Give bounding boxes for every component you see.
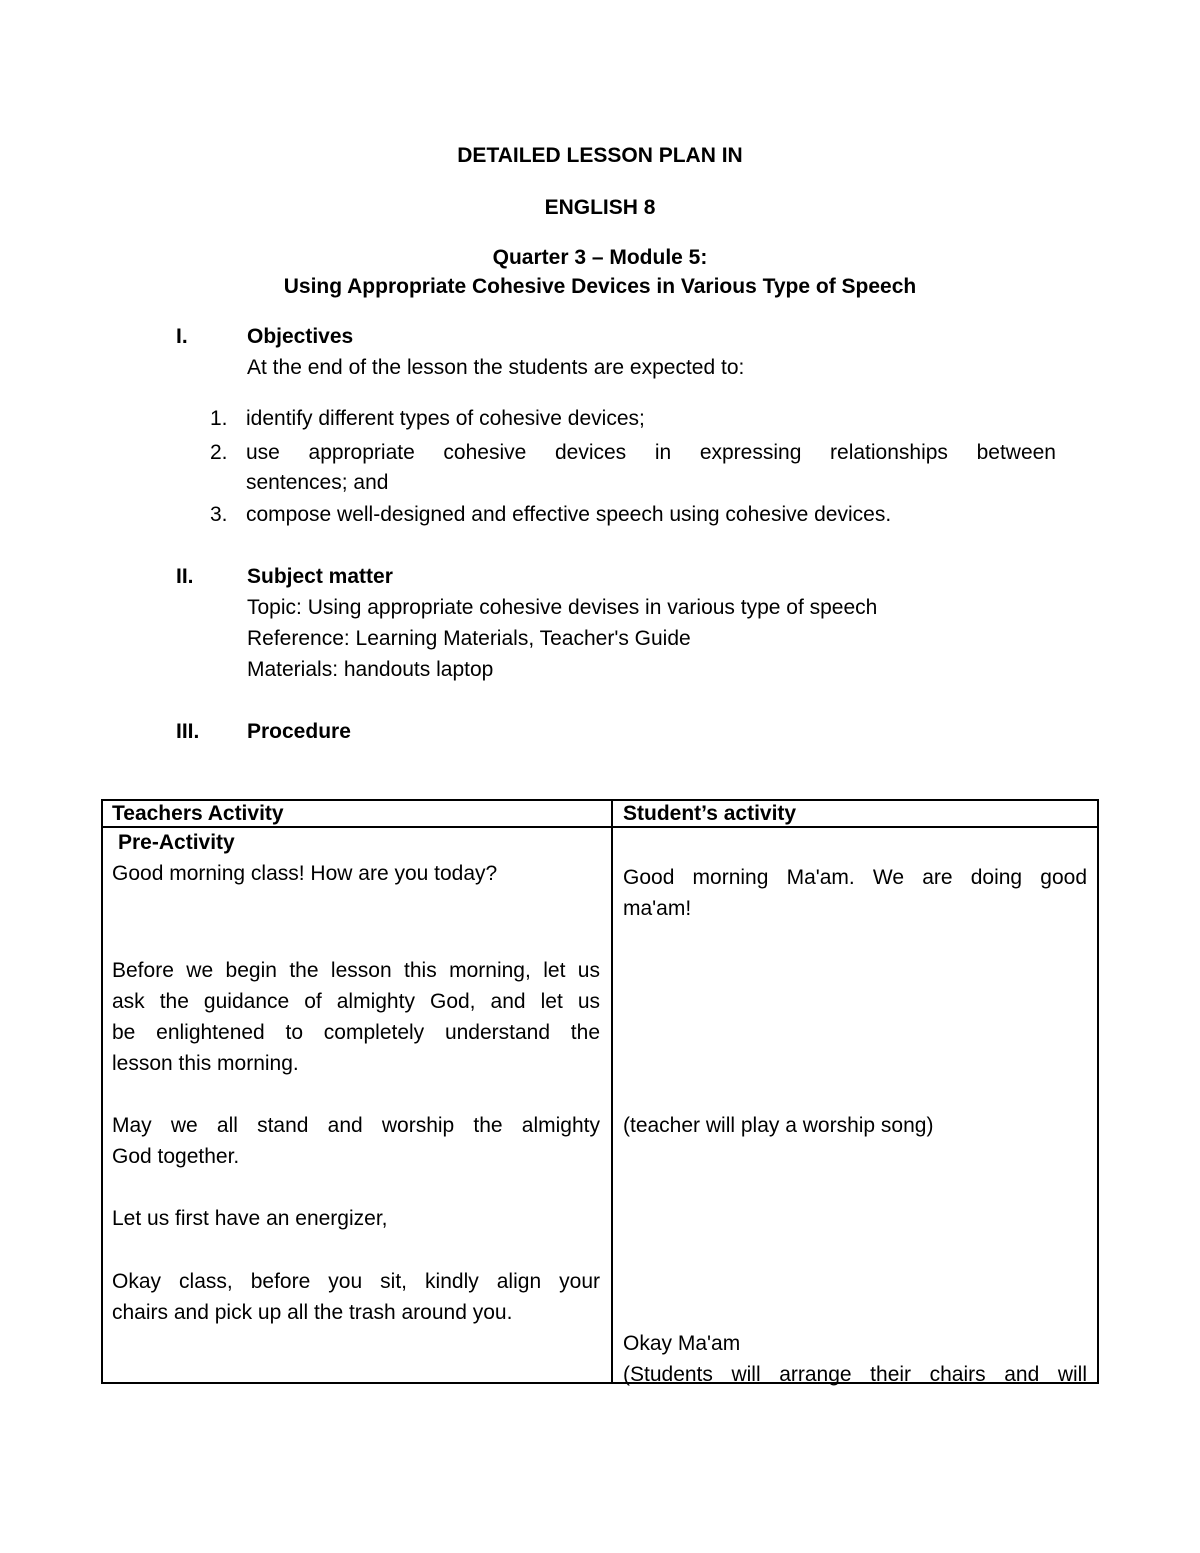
section-title-subject-matter: Subject matter [247, 565, 393, 588]
table-column-divider [611, 799, 613, 1384]
student-greeting-line: ma'am! [623, 897, 692, 920]
objective-item: use appropriate cohesive devices in expressing relationships between [246, 441, 1056, 464]
objective-number: 2. [210, 441, 228, 464]
objective-number: 1. [210, 407, 228, 430]
lesson-topic-title: Using Appropriate Cohesive Devices in Various Type of Speech [283, 275, 917, 298]
student-worship-song: (teacher will play a worship song) [623, 1114, 934, 1137]
objective-item: compose well-designed and effective speech using cohesive devices. [246, 503, 892, 526]
teacher-prayer-line: Before we begin the lesson this morning, let us [112, 959, 600, 982]
teacher-prayer-line: ask the guidance of almighty God, and let us [112, 990, 600, 1013]
student-okay: Okay Ma'am [623, 1332, 741, 1355]
document-title: DETAILED LESSON PLAN IN [457, 144, 743, 167]
objective-number: 3. [210, 503, 228, 526]
section-title-procedure: Procedure [247, 720, 351, 743]
table-header-student: Student’s activity [623, 802, 797, 825]
objectives-intro: At the end of the lesson the students are expected to: [247, 356, 745, 379]
section-numeral-objectives: I. [176, 325, 188, 348]
teacher-energizer: Let us first have an energizer, [112, 1207, 388, 1230]
subject-topic: Topic: Using appropriate cohesive devises in various type of speech [247, 596, 878, 619]
teacher-greeting: Good morning class! How are you today? [112, 862, 498, 885]
pre-activity-label: Pre-Activity [118, 831, 235, 854]
student-arrange: (Students will arrange their chairs and will [623, 1363, 1087, 1386]
objective-item: identify different types of cohesive devices; [246, 407, 645, 430]
table-header-teacher: Teachers Activity [112, 802, 284, 825]
teacher-chairs-line: Okay class, before you sit, kindly align your [112, 1270, 600, 1293]
teacher-chairs-line: chairs and pick up all the trash around you. [112, 1301, 513, 1324]
subject-materials: Materials: handouts laptop [247, 658, 494, 681]
section-numeral-subject-matter: II. [176, 565, 194, 588]
teacher-prayer-line: lesson this morning. [112, 1052, 299, 1075]
subject-reference: Reference: Learning Materials, Teacher's Guide [247, 627, 691, 650]
module-heading: Quarter 3 – Module 5: [492, 246, 708, 269]
table-header-divider [101, 826, 1099, 828]
teacher-worship-line: May we all stand and worship the almighty [112, 1114, 600, 1137]
teacher-prayer-line: be enlightened to completely understand the [112, 1021, 600, 1044]
student-greeting-line: Good morning Ma'am. We are doing good [623, 866, 1087, 889]
section-title-objectives: Objectives [247, 325, 354, 348]
objective-item-continued: sentences; and [246, 471, 389, 494]
teacher-worship-line: God together. [112, 1145, 240, 1168]
subject-title: ENGLISH 8 [544, 196, 656, 219]
section-numeral-procedure: III. [176, 720, 200, 743]
